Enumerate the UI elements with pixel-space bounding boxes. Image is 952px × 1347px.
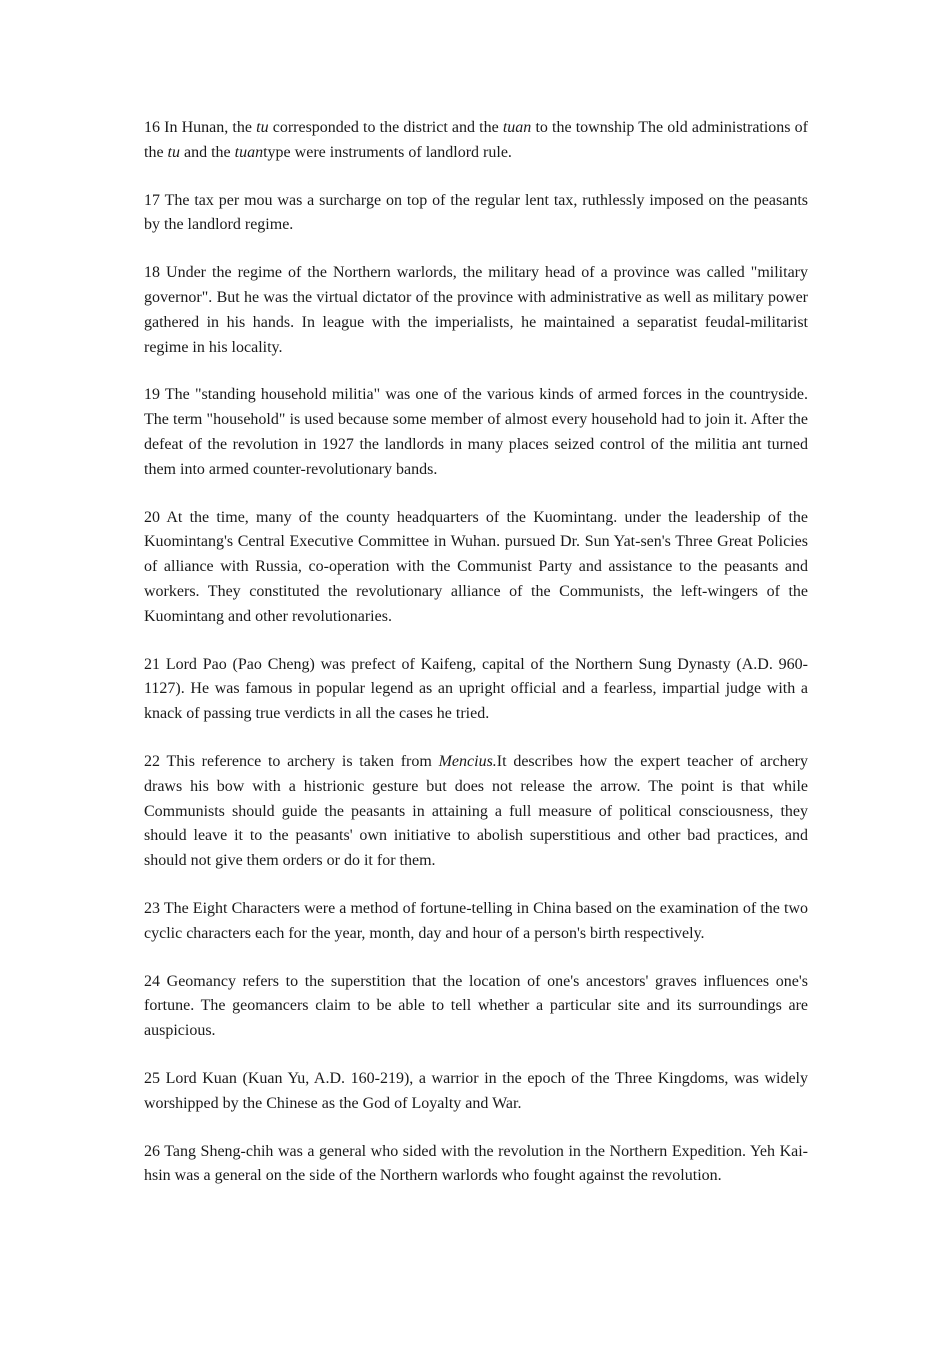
- footnote-text: 25 Lord Kuan (Kuan Yu, A.D. 160-219), a warrior in the epoch of the Three Kingdoms, was widely worshipped by the Chinese as the God of Loyalty and War.: [144, 1069, 808, 1112]
- footnote-paragraph: [144, 897, 808, 947]
- footnote-text: 19 The "standing household militia" was one of the various kinds of armed forces in the countryside. The term "household" is used because some member of almost every household had to join it. After the defeat of the revolution in 1927 the landlords in many places seized control of the militia ant turned them into armed counter-revolutionary bands.: [144, 386, 808, 478]
- footnote-text: type were instruments of landlord rule.: [263, 143, 512, 161]
- footnote-paragraph: [144, 750, 808, 874]
- footnote-paragraph: [144, 189, 808, 239]
- footnote-paragraph: [144, 506, 808, 630]
- footnote-paragraph: [144, 383, 808, 482]
- footnote-text: It describes how the expert teacher of archery draws his bow with a histrionic gesture but does not release the arrow. The point is that while Communists should guide the peasants in attaining a full measure of political consciousness, they should leave it to the peasants' own initiative to abolish superstitious and other bad practices, and should not give them orders or do it for them.: [144, 752, 808, 870]
- footnote-paragraph: [144, 1140, 808, 1190]
- footnote-italic-text: tu: [256, 119, 269, 136]
- footnote-paragraph: [144, 1067, 808, 1117]
- footnote-paragraph: [144, 116, 808, 166]
- footnote-text: corresponded to the district and the: [268, 119, 503, 136]
- footnote-text: 22 This reference to archery is taken from: [144, 752, 439, 770]
- footnote-text: 24 Geomancy refers to the superstition that the location of one's ancestors' graves influences one's fortune. The geomancers claim to be able to tell whether a particular site and its surroundings are auspicious.: [144, 972, 808, 1040]
- footnotes-list: [144, 116, 808, 1212]
- footnote-italic-text: Mencius.: [438, 752, 497, 770]
- footnote-italic-text: tu: [167, 143, 180, 161]
- footnote-italic-text: tuan: [502, 119, 532, 136]
- footnote-text: 18 Under the regime of the Northern warlords, the military head of a province was called "military governor". But he was the virtual dictator of the province with administrative as well as military power gathered in his hands. In league with the imperialists, he maintained a separatist feudal-militarist regime in his locality.: [144, 264, 808, 356]
- footnote-paragraph: [144, 970, 808, 1044]
- footnote-text: 17 The tax per mou was a surcharge on top of the regular lent tax, ruthlessly imposed on the peasants by the landlord regime.: [144, 191, 808, 234]
- footnote-paragraph: [144, 653, 808, 727]
- footnote-text: 23 The Eight Characters were a method of fortune-telling in China based on the examination of the two cyclic characters each for the year, month, day and hour of a person's birth respectively.: [144, 899, 808, 942]
- footnote-italic-text: tuan: [234, 143, 264, 161]
- footnote-paragraph: [144, 261, 808, 360]
- footnote-text: 21 Lord Pao (Pao Cheng) was prefect of Kaifeng, capital of the Northern Sung Dynasty (A.D. 960-1127). He was famous in popular legend as an upright official and a fearless, impartial judge with a knack of passing true verdicts in all the cases he tried.: [144, 655, 808, 723]
- footnote-text: 16 In Hunan, the: [144, 119, 257, 136]
- footnote-text: 20 At the time, many of the county headquarters of the Kuomintang. under the leadership of the Kuomintang's Central Executive Committee in Wuhan. pursued Dr. Sun Yat-sen's Three Great Policies of alliance with Russia, co-operation with the Communist Party and assistance to the peasants and workers. They constituted the revolutionary alliance of the Communists, the left-wingers of the Kuomintang and other revolutionaries.: [144, 508, 808, 625]
- footnote-text: 26 Tang Sheng-chih was a general who sided with the revolution in the Northern Expedition. Yeh Kai-hsin was a general on the side of the Northern warlords who fought against the revolution.: [144, 1142, 808, 1185]
- footnote-text: to the township The old administrations of the: [144, 119, 809, 161]
- footnote-text: and the: [180, 143, 235, 161]
